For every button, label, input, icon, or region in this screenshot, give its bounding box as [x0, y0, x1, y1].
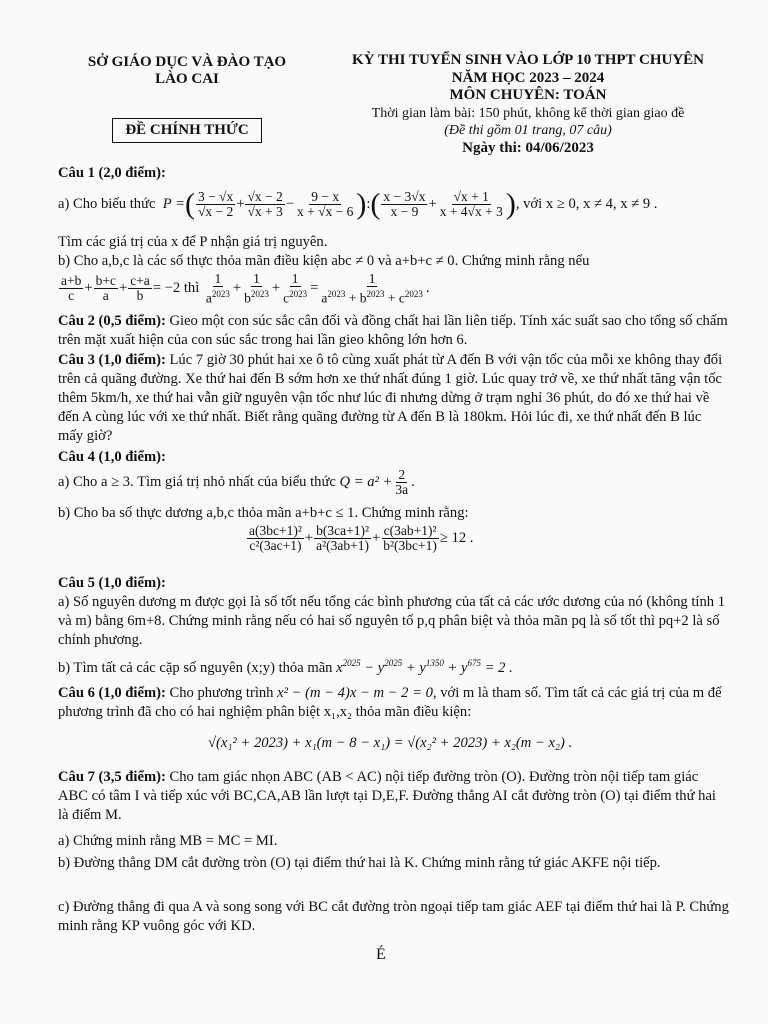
q3-heading: Câu 3 (1,0 điểm):	[58, 352, 166, 368]
dept-name: SỞ GIÁO DỤC VÀ ĐÀO TẠO	[87, 54, 287, 70]
q4a-text: a) Cho a ≥ 3. Tìm giá trị nhỏ nhất của biểu thức	[58, 473, 336, 490]
q3	[58, 351, 730, 446]
q6-heading: Câu 6 (1,0 điểm):	[58, 685, 166, 701]
q6-text1: Cho phương trình	[165, 685, 274, 701]
q5b-line: b) Tìm tất cả các cặp số nguyên (x;y) thỏa mãn $x^{2025} - y^{2025} + y^{1350} + y^{675} = 2$ .	[58, 658, 513, 676]
official-badge: ĐỀ CHÍNH THỨC	[112, 118, 261, 143]
q7b: b) Đường thẳng DM cắt đường tròn (O) tại điểm thứ hai là K. Chứng minh rằng tứ giác AKFE nội tiếp.	[58, 855, 661, 871]
exam-info-block	[318, 52, 738, 157]
exam-title: KỲ THI TUYỂN SINH VÀO LỚP 10 THPT CHUYÊN	[351, 52, 705, 68]
province-name: LÀO CAI	[155, 71, 219, 87]
q5b-text: b) Tìm tất cả các cặp số nguyên (x;y) thỏa mãn	[58, 659, 333, 676]
q6-text2: , với m là tham số. Tìm tất cả các giá trị của m để phương trình đã cho có hai nghiệm phân biệt x₁,x₂ thỏa mãn điều kiện:	[58, 685, 722, 720]
q7-text: Cho tam giác nhọn ABC (AB < AC) nội tiếp đường tròn (O). Đường tròn nội tiếp tam giác ABC có tâm I và tiếp xúc với BC,CA,AB lần lượt tại D,E,F. Đường thẳng AI cắt đường tròn (O) tại điểm thứ hai là điểm M.	[58, 769, 716, 823]
q6: Câu 6 (1,0 điểm): Cho phương trình x² − (m − 4)x − m − 2 = 0, với m là tham số. Tìm tất cả các giá trị của m để phương trình đã cho có hai nghiệm phân biệt x₁,x₂ thỏa mãn điều kiện:	[58, 685, 722, 720]
time-allowed: Thời gian làm bài: 150 phút, không kể thời gian giao đề	[371, 105, 685, 121]
school-year: NĂM HỌC 2023 – 2024	[451, 69, 605, 86]
q1b-then: thì	[183, 280, 200, 297]
q4a-line: a) Cho a ≥ 3. Tìm giá trị nhỏ nhất của biểu thức Q = a² + $\frac{2}{3a}$ .	[58, 467, 415, 497]
q5a-text: a) Số nguyên dương m được gọi là số tốt nếu tổng các bình phương của tất cả các ước dương của nó (không tính 1 và m) bằng 6m+8. Chứng minh rằng nếu có hai số nguyên tố p,q phân biệt và thỏa mãn pq là số tốt thì pq+2 là số chính phương.	[58, 594, 726, 648]
q4-heading: Câu 4 (1,0 điểm):	[58, 449, 166, 465]
q1-heading: Câu 1 (2,0 điểm):	[58, 165, 166, 181]
q2	[58, 312, 730, 350]
subject: MÔN CHUYÊN: TOÁN	[449, 87, 607, 103]
q2-text: Gieo một con súc sắc cân đối và đồng chất hai lần liên tiếp. Tính xác suất sao cho tổng số chấm trên mặt xuất hiện của con súc sắc trong hai lần gieo không lớn hơn 6.	[58, 313, 728, 348]
pages-note: (Đề thi gồm 01 trang, 07 câu)	[444, 123, 612, 138]
q1a-task: Tìm các giá trị của x để P nhận giá trị nguyên.	[58, 234, 328, 250]
q1a-condition: , với x ≥ 0, x ≠ 4, x ≠ 9 .	[515, 195, 658, 212]
q1b-text: b) Cho a,b,c là các số thực thỏa mãn điều kiện abc ≠ 0 và a+b+c ≠ 0. Chứng minh rằng nếu	[58, 253, 590, 269]
issuer-block	[72, 54, 302, 143]
q5-heading: Câu 5 (1,0 điểm):	[58, 575, 166, 591]
q1a-line: a) Cho biểu thức P =( $\frac{3 - √x}{√x - 2}$ + $\frac{√x - 2}{√x + 3}$ − $\frac{9 - x}{x + √x - 6}$ ):( $\frac{x - 3√x}{x - 9}$ + $\frac{√x + 1}{x + 4√x + 3}$ ), với x ≥ 0, x ≠ 4, x ≠ 9 .	[58, 187, 658, 221]
q7a: a) Chứng minh rằng MB = MC = MI.	[58, 833, 278, 849]
q7	[58, 768, 730, 825]
q7c: c) Đường thẳng đi qua A và song song với BC cắt đường tròn ngoại tiếp tam giác AEF tại điểm thứ hai là P. Chứng minh rằng KP vuông góc với KD.	[58, 899, 729, 934]
q1a-prefix: a) Cho biểu thức	[58, 195, 156, 212]
q7-heading: Câu 7 (3,5 điểm):	[58, 769, 166, 785]
q4b-formula: $\frac{\text{a(3bc+1)²}}{\text{c²(3ac+1)}}$ + $\frac{\text{b(3ca+1)²}}{\text{a²(3ab+1)}}$ + $\frac{\text{c(3ab+1)²}}{\text{b²(3bc+1)}}$ ≥ 12 .	[249, 523, 474, 553]
q3-text: Lúc 7 giờ 30 phút hai xe ô tô cùng xuất phát từ A đến B với vận tốc của mỗi xe không thay đổi trên cả quãng đường. Xe thứ hai đến B sớm hơn xe thứ nhất đúng 1 giờ. Lúc quay trở về, xe thứ nhất tăng vận tốc thêm 5km/h, xe thứ hai vẫn giữ nguyên vận tốc như lúc đi nhưng dừng ở trạm nghỉ 36 phút, do đó xe thứ hai về đến A cùng lúc với xe thứ nhất. Biết rằng quãng đường từ A đến B là 180km. Hỏi lúc đi, xe thứ nhất đến B lúc mấy giờ?	[58, 352, 723, 444]
q6-formula: √(x₁² + 2023) + x₁(m − 8 − x₁) = √(x₂² + 2023) + x₂(m − x₂) .	[208, 735, 573, 751]
exam-date: Ngày thi: 04/06/2023	[462, 139, 594, 156]
q1b-formula: $\frac{a+b}{c}$ + $\frac{b+c}{a}$ + $\frac{c+a}{b}$ = −2 thì $\frac{1}{a^{2023}}$ + $\frac{1}{b^{2023}}$ + $\frac{1}{c^{2023}}$ = $\frac{1}{a^{2023} + b^{2023} + c^{2023}}$ .	[61, 271, 430, 306]
q2-heading: Câu 2 (0,5 điểm):	[58, 313, 166, 329]
footer-mark: É	[376, 946, 386, 963]
q4b-text: b) Cho ba số thực dương a,b,c thỏa mãn a+b+c ≤ 1. Chứng minh rằng:	[58, 505, 469, 521]
